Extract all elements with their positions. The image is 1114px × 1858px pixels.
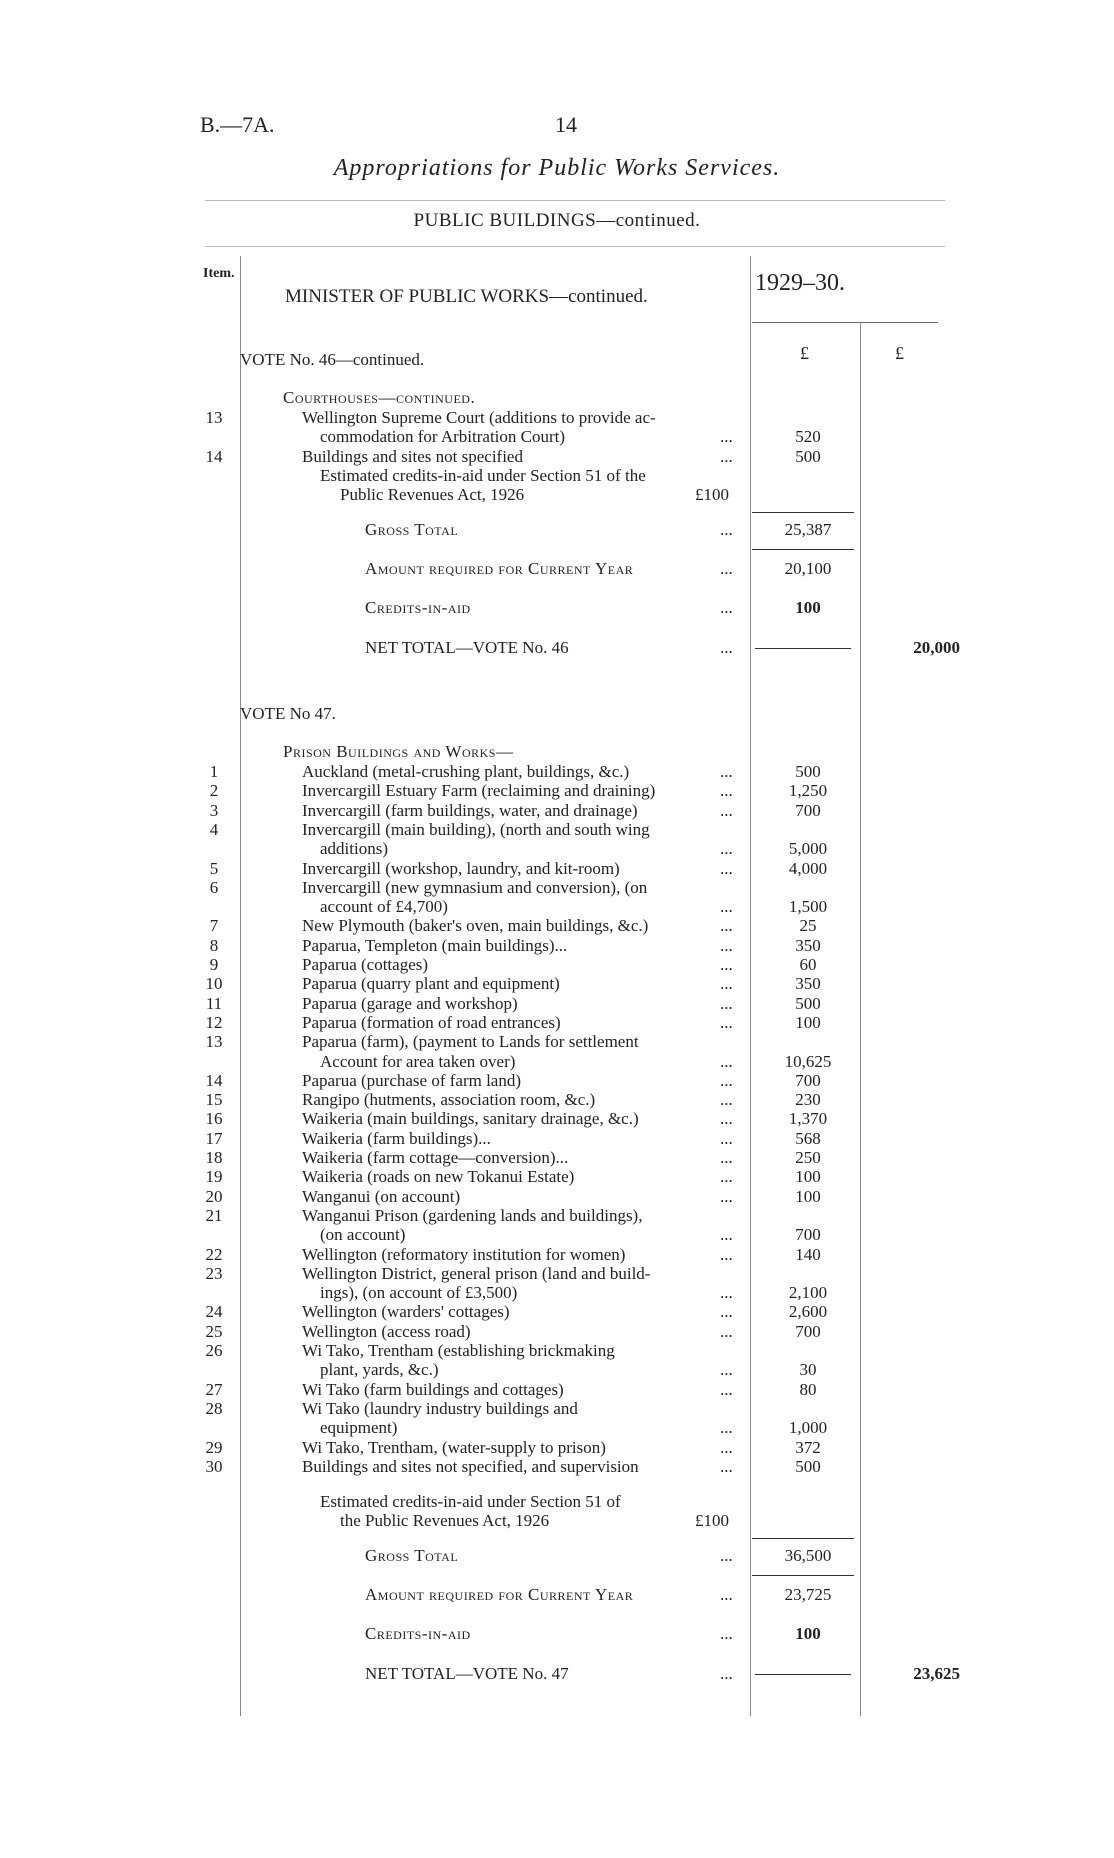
item-description-continued: (on account) <box>320 1225 406 1245</box>
leader-dots: ... <box>720 1128 733 1148</box>
item-description: Paparua, Templeton (main buildings)... <box>302 935 568 955</box>
item-number: 29 <box>205 1437 223 1457</box>
table-row <box>0 916 1114 936</box>
item-number: 22 <box>205 1244 223 1264</box>
leader-dots: ... <box>720 1070 733 1090</box>
leader-dots: ... <box>720 638 733 658</box>
leader-dots: ... <box>720 800 733 820</box>
vote47-net-total <box>0 1664 1114 1684</box>
item-description: Buildings and sites not specified, and supervision <box>302 1456 639 1476</box>
item-description: Paparua (quarry plant and equipment) <box>302 974 560 994</box>
leader-dots: ... <box>720 1546 733 1566</box>
item-number: 17 <box>205 1128 223 1148</box>
table-row-continuation <box>0 1052 1114 1072</box>
leader-dots: ... <box>720 858 733 878</box>
vote46-credits-in-aid <box>0 598 1114 618</box>
total-cell: 20,000 <box>913 638 960 658</box>
leader-dots: ... <box>720 993 733 1013</box>
section-heading: MINISTER OF PUBLIC WORKS—continued. <box>285 286 648 307</box>
item-number: 15 <box>205 1090 223 1110</box>
item-description: Waikeria (roads on new Tokanui Estate) <box>302 1167 575 1187</box>
item-number: 13 <box>205 1032 223 1052</box>
table-row-continuation <box>0 1225 1114 1245</box>
subtitle-rule <box>205 246 945 247</box>
item-description: Auckland (metal-crushing plant, buildings, &c.) <box>302 762 630 781</box>
leader-dots: ... <box>720 897 733 917</box>
pound-symbol-col1: £ <box>800 343 809 363</box>
credits-note: Estimated credits-in-aid under Section 51 of <box>320 1492 621 1512</box>
item-number: 11 <box>205 993 223 1013</box>
net-total-rule <box>755 1674 851 1675</box>
item-description-continued: commodation for Arbitration Court) <box>320 427 566 447</box>
item-description: Paparua (farm), (payment to Lands for settlement <box>302 1032 639 1052</box>
table-row <box>0 820 1114 840</box>
required-rule <box>752 1575 854 1576</box>
item-number: 5 <box>209 858 219 878</box>
amount-cell: 25 <box>799 916 817 936</box>
amount-cell: 100 <box>795 1167 821 1187</box>
item-description: Paparua (garage and workshop) <box>302 993 518 1013</box>
vote47-amount-required <box>0 1585 1114 1605</box>
amount-cell: 520 <box>795 427 821 447</box>
section-heading: Prison Buildings and Works— <box>283 742 514 761</box>
amount-cell: 10,625 <box>784 1051 832 1071</box>
total-cell: 23,625 <box>913 1664 960 1684</box>
table-row <box>0 408 1114 428</box>
item-number: 14 <box>205 1070 223 1090</box>
leader-dots: ... <box>720 1148 733 1167</box>
table-row <box>0 1457 1114 1477</box>
amount-cell: 30 <box>799 1360 817 1380</box>
item-number: 21 <box>205 1205 223 1225</box>
table-row <box>0 974 1114 994</box>
item-description: Rangipo (hutments, association room, &c.) <box>302 1090 596 1110</box>
table-row <box>0 1148 1114 1168</box>
amount-cell: 700 <box>795 800 821 820</box>
item-description: Wanganui (on account) <box>302 1186 461 1206</box>
leader-dots: ... <box>720 1456 733 1476</box>
gross-rule <box>752 512 854 513</box>
leader-dots: ... <box>720 427 733 447</box>
gross-rule <box>752 1538 854 1539</box>
amount-cell: 140 <box>795 1244 821 1264</box>
leader-dots: ... <box>720 446 733 466</box>
vote47-section-heading <box>0 742 1114 762</box>
table-row <box>0 1302 1114 1322</box>
leader-dots: ... <box>720 1012 733 1032</box>
amount-cell: 230 <box>795 1090 821 1110</box>
item-description: Wi Tako, Trentham, (water-supply to prison) <box>302 1437 606 1457</box>
leader-dots: ... <box>720 1321 733 1341</box>
vote46-gross-total <box>0 520 1114 540</box>
vote47-credits-note-2 <box>0 1511 1114 1531</box>
item-number: 1 <box>209 762 219 781</box>
table-row-continuation <box>0 1360 1114 1380</box>
vote46-amount-required <box>0 559 1114 579</box>
leader-dots: ... <box>720 974 733 994</box>
vote46-credits-note <box>0 466 1114 486</box>
item-description: Wellington District, general prison (land and build- <box>302 1263 651 1283</box>
leader-dots: ... <box>720 1283 733 1303</box>
item-column-header: Item. <box>203 266 235 281</box>
amount-cell: 1,370 <box>788 1109 828 1129</box>
leader-dots: ... <box>720 916 733 936</box>
year-column-header: 1929–30. <box>755 270 845 296</box>
item-number: 6 <box>209 877 219 897</box>
amount-cell: 500 <box>795 993 821 1013</box>
table-row <box>0 1090 1114 1110</box>
amount-cell: 5,000 <box>788 839 828 859</box>
leader-dots: ... <box>720 1109 733 1129</box>
vote47-vote-title <box>0 704 1114 724</box>
item-number: 18 <box>205 1148 223 1167</box>
table-row <box>0 1129 1114 1149</box>
table-row <box>0 1187 1114 1207</box>
item-description: Waikeria (main buildings, sanitary drainage, &c.) <box>302 1109 639 1129</box>
amount-cell: 100 <box>795 598 821 618</box>
item-number: 23 <box>205 1263 223 1283</box>
vote47-gross-total <box>0 1546 1114 1566</box>
leader-dots: ... <box>720 1418 733 1438</box>
item-number: 30 <box>205 1456 223 1476</box>
item-description: Invercargill (farm buildings, water, and drainage) <box>302 800 638 820</box>
page-subtitle: PUBLIC BUILDINGS—continued. <box>413 210 701 231</box>
item-number: 14 <box>205 446 223 466</box>
item-number: 13 <box>205 408 223 427</box>
table-row <box>0 1399 1114 1419</box>
document-reference: B.—7A. <box>200 112 275 137</box>
amount-cell: 60 <box>799 955 817 974</box>
item-description: Wi Tako (farm buildings and cottages) <box>302 1379 564 1399</box>
leader-dots: ... <box>720 1244 733 1264</box>
leader-dots: ... <box>720 762 733 781</box>
table-row <box>0 1071 1114 1091</box>
table-row <box>0 781 1114 801</box>
leader-dots: ... <box>720 1437 733 1457</box>
section-heading: Courthouses—continued. <box>283 388 476 407</box>
amount-cell: 500 <box>795 762 821 781</box>
amount-cell: 1,000 <box>788 1418 828 1438</box>
vote47-credits-in-aid <box>0 1624 1114 1644</box>
net-total-label: NET TOTAL—VOTE No. 47 <box>365 1664 569 1684</box>
amount-required-label: Amount required for Current Year <box>365 559 634 579</box>
gross-total-label: Gross Total <box>365 1546 459 1566</box>
item-description: Wellington (warders' cottages) <box>302 1302 510 1322</box>
item-description: Wanganui Prison (gardening lands and buildings), <box>302 1205 643 1225</box>
item-description: Wellington (reformatory institution for women) <box>302 1244 626 1264</box>
item-number: 28 <box>205 1398 223 1418</box>
amount-cell: 2,100 <box>788 1283 828 1303</box>
net-total-rule <box>755 648 851 649</box>
item-number: 27 <box>205 1379 223 1399</box>
leader-dots: ... <box>720 1225 733 1245</box>
item-number: 12 <box>205 1012 223 1032</box>
leader-dots: ... <box>720 955 733 974</box>
vote47-credits-note <box>0 1492 1114 1512</box>
credits-note-continued: the Public Revenues Act, 1926 <box>340 1511 550 1531</box>
amount-cell: 568 <box>795 1128 821 1148</box>
table-row-continuation <box>0 1283 1114 1303</box>
amount-cell: 500 <box>795 1456 821 1476</box>
item-description-continued: ings), (on account of £3,500) <box>320 1283 518 1303</box>
vote46-section-heading <box>0 388 1114 408</box>
table-row <box>0 1341 1114 1361</box>
table-row-continuation <box>0 839 1114 859</box>
table-row-continuation <box>0 427 1114 447</box>
table-row <box>0 1245 1114 1265</box>
pound-symbol-col2: £ <box>895 343 904 363</box>
required-rule <box>752 549 854 550</box>
item-number: 9 <box>209 955 219 974</box>
leader-dots: ... <box>720 598 733 618</box>
table-row <box>0 1380 1114 1400</box>
table-row <box>0 955 1114 975</box>
item-description: Wellington Supreme Court (additions to provide ac- <box>302 408 656 427</box>
item-description: Invercargill Estuary Farm (reclaiming and draining) <box>302 781 656 801</box>
item-number: 25 <box>205 1321 223 1341</box>
vote-title: VOTE No 47. <box>240 704 336 723</box>
item-description: Waikeria (farm cottage—conversion)... <box>302 1148 569 1167</box>
table-row <box>0 1032 1114 1052</box>
table-row <box>0 1438 1114 1458</box>
table-row <box>0 994 1114 1014</box>
item-number: 8 <box>209 935 219 955</box>
vote46-vote-title <box>0 350 1114 370</box>
item-description: Paparua (purchase of farm land) <box>302 1070 522 1090</box>
table-row <box>0 1109 1114 1129</box>
year-header-rule <box>752 322 938 323</box>
item-number: 26 <box>205 1341 223 1360</box>
leader-dots: ... <box>720 1360 733 1380</box>
amount-cell: 36,500 <box>784 1546 832 1566</box>
item-description-continued: Account for area taken over) <box>320 1051 516 1071</box>
credits-note: Estimated credits-in-aid under Section 51 of the <box>320 465 646 485</box>
item-description: Wi Tako, Trentham (establishing brickmaking <box>302 1341 615 1360</box>
table-row <box>0 447 1114 467</box>
item-description: Invercargill (workshop, laundry, and kit-room) <box>302 858 620 878</box>
amount-cell: 700 <box>795 1225 821 1245</box>
item-number: 19 <box>205 1167 223 1187</box>
item-description: Invercargill (main building), (north and south wing <box>302 819 650 839</box>
amount-cell: 1,250 <box>788 781 828 801</box>
amount-cell: 25,387 <box>784 520 832 540</box>
table-row <box>0 1167 1114 1187</box>
leader-dots: ... <box>720 1379 733 1399</box>
amount-cell: 700 <box>795 1321 821 1341</box>
table-row <box>0 801 1114 821</box>
leader-dots: ... <box>720 1302 733 1322</box>
amount-cell: 500 <box>795 446 821 466</box>
page-title: Appropriations for Public Works Services. <box>333 155 781 181</box>
table-row <box>0 936 1114 956</box>
amount-cell: 2,600 <box>788 1302 828 1322</box>
amount-cell: 20,100 <box>784 559 832 579</box>
credits-note-amount: £100 <box>695 1511 729 1531</box>
leader-dots: ... <box>720 1051 733 1071</box>
leader-dots: ... <box>720 1664 733 1684</box>
item-number: 20 <box>205 1186 223 1206</box>
item-description-continued: equipment) <box>320 1418 398 1438</box>
item-description: Paparua (cottages) <box>302 955 429 974</box>
item-number: 7 <box>209 916 219 936</box>
item-description: Buildings and sites not specified <box>302 446 523 466</box>
page-number: 14 <box>555 112 577 137</box>
amount-cell: 700 <box>795 1070 821 1090</box>
amount-cell: 100 <box>795 1624 821 1644</box>
credits-note-continued: Public Revenues Act, 1926 <box>340 485 525 505</box>
leader-dots: ... <box>720 520 733 540</box>
amount-cell: 80 <box>799 1379 817 1399</box>
table-row-continuation <box>0 1418 1114 1438</box>
item-description: Wi Tako (laundry industry buildings and <box>302 1398 578 1418</box>
amount-required-label: Amount required for Current Year <box>365 1585 634 1605</box>
table-row <box>0 762 1114 782</box>
item-number: 16 <box>205 1109 223 1129</box>
amount-cell: 100 <box>795 1012 821 1032</box>
item-description: Waikeria (farm buildings)... <box>302 1128 491 1148</box>
net-total-label: NET TOTAL—VOTE No. 46 <box>365 638 569 658</box>
item-description: Invercargill (new gymnasium and conversion), (on <box>302 877 648 897</box>
leader-dots: ... <box>720 1186 733 1206</box>
leader-dots: ... <box>720 839 733 859</box>
amount-cell: 100 <box>795 1186 821 1206</box>
leader-dots: ... <box>720 1090 733 1110</box>
credits-note-amount: £100 <box>695 485 729 505</box>
amount-cell: 250 <box>795 1148 821 1167</box>
item-description-continued: additions) <box>320 839 388 859</box>
title-rule <box>205 200 945 201</box>
leader-dots: ... <box>720 559 733 579</box>
item-description-continued: plant, yards, &c.) <box>320 1360 439 1380</box>
amount-cell: 4,000 <box>788 858 828 878</box>
credits-in-aid-label: Credits-in-aid <box>365 598 471 618</box>
amount-cell: 350 <box>795 974 821 994</box>
table-row <box>0 1206 1114 1226</box>
leader-dots: ... <box>720 1585 733 1605</box>
table-row <box>0 859 1114 879</box>
table-row <box>0 1013 1114 1033</box>
amount-cell: 372 <box>795 1437 821 1457</box>
table-row <box>0 878 1114 898</box>
amount-cell: 350 <box>795 935 821 955</box>
amount-cell: 1,500 <box>788 897 828 917</box>
vote46-net-total <box>0 638 1114 658</box>
item-number: 2 <box>209 781 219 801</box>
table-row <box>0 1322 1114 1342</box>
leader-dots: ... <box>720 781 733 801</box>
amount-cell: 23,725 <box>784 1585 832 1605</box>
item-description: New Plymouth (baker's oven, main buildings, &c.) <box>302 916 649 936</box>
table-row-continuation <box>0 897 1114 917</box>
vote-title: VOTE No. 46—continued. <box>240 350 425 369</box>
item-number: 24 <box>205 1302 223 1322</box>
item-description: Wellington (access road) <box>302 1321 471 1341</box>
leader-dots: ... <box>720 1167 733 1187</box>
item-description: Paparua (formation of road entrances) <box>302 1012 561 1032</box>
credits-in-aid-label: Credits-in-aid <box>365 1624 471 1644</box>
item-description-continued: account of £4,700) <box>320 897 448 917</box>
leader-dots: ... <box>720 935 733 955</box>
item-number: 3 <box>209 800 219 820</box>
vote46-credits-note-2 <box>0 485 1114 505</box>
item-number: 4 <box>209 819 219 839</box>
leader-dots: ... <box>720 1624 733 1644</box>
item-number: 10 <box>205 974 223 994</box>
table-row <box>0 1264 1114 1284</box>
gross-total-label: Gross Total <box>365 520 459 540</box>
